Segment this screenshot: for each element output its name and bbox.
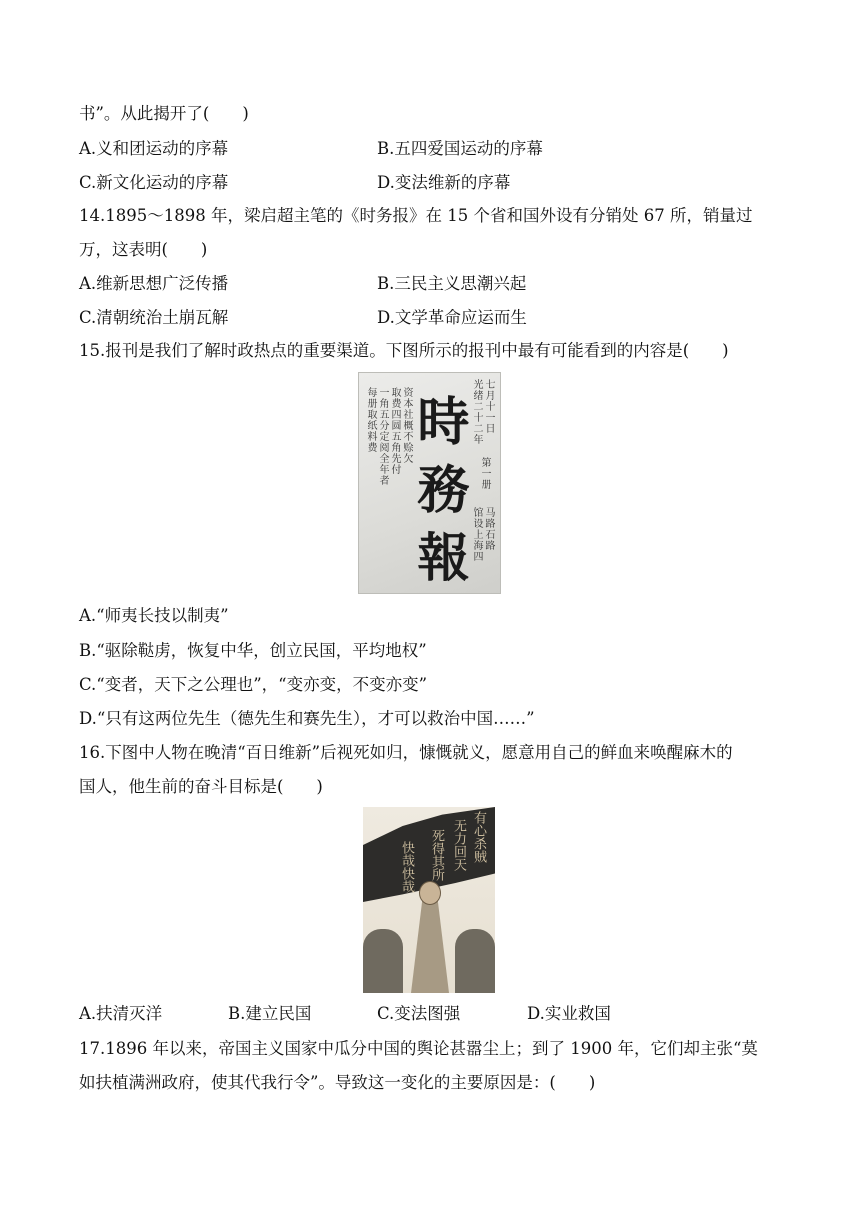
q14-stem-line2: 万，这表明( ) (79, 240, 208, 259)
q16-option-b[interactable]: B.建立民国 (228, 1004, 312, 1023)
q17-stem-line1: 17.1896 年以来，帝国主义国家中瓜分中国的舆论甚嚣尘上；到了 1900 年，它们却主张“莫 (79, 1039, 758, 1058)
q16-option-c[interactable]: C.变法图强 (377, 1004, 461, 1023)
q14-option-d[interactable]: D.文学革命应运而生 (377, 308, 527, 327)
banner-column-4: 快哉快哉 (399, 841, 414, 893)
news-address-1: 馆设上海四 (471, 507, 482, 562)
news-left-text-4: 资本社概不赊欠 (401, 387, 412, 464)
q13-option-d[interactable]: D.变法维新的序幕 (377, 173, 511, 192)
q14-option-c[interactable]: C.清朝统治土崩瓦解 (79, 308, 229, 327)
news-left-text-3: 取费四圆五角先付 (389, 387, 400, 475)
banner-column-3: 死得其所 (429, 829, 444, 881)
masthead-char-1: 時 (417, 392, 470, 453)
news-left-text-1: 每册取纸料费 (365, 387, 376, 453)
masthead-char-2: 務 (417, 460, 470, 521)
q14-option-a[interactable]: A.维新思想广泛传播 (79, 274, 229, 293)
q13-option-c[interactable]: C.新文化运动的序幕 (79, 173, 229, 192)
banner-column-1: 有心杀贼 (471, 811, 486, 863)
news-date-1: 光绪二十二年 (471, 379, 482, 445)
q14-option-b[interactable]: B.三民主义思潮兴起 (377, 274, 527, 293)
banner-column-2: 无力回天 (451, 819, 466, 871)
shiwubao-newspaper-image (358, 372, 501, 594)
news-issue: 第一册 (479, 457, 490, 490)
news-date-2: 七月十一日 (483, 379, 494, 434)
q16-option-a[interactable]: A.扶清灭洋 (79, 1004, 163, 1023)
q13-option-a[interactable]: A.义和团运动的序幕 (79, 139, 229, 158)
q15-option-a[interactable]: A.“师夷长技以制夷” (79, 606, 229, 625)
tan-sitong-illustration (363, 807, 495, 993)
q15-option-c[interactable]: C.“变者，天下之公理也”，“变亦变，不变亦变” (79, 675, 428, 694)
news-left-text-2: 一角五分定阅全年者 (377, 387, 388, 486)
q13-stem-tail: 书”。从此揭开了( ) (79, 104, 249, 123)
q17-stem-line2: 如扶植满洲政府，使其代我行令”。导致这一变化的主要原因是：( ) (79, 1073, 596, 1092)
news-address-2: 马路石路 (483, 507, 494, 551)
standing-figure-head (419, 881, 441, 905)
standing-figure-robe (411, 899, 449, 993)
q16-stem-line1: 16.下图中人物在晚清“百日维新”后视死如归，慷慨就义，愿意用自己的鲜血来唤醒麻木的 (79, 743, 733, 762)
q16-option-d[interactable]: D.实业救国 (527, 1004, 611, 1023)
q14-stem-line1: 14.1895～1898 年，梁启超主笔的《时务报》在 15 个省和国外设有分销处 67 所，销量过 (79, 206, 753, 225)
q16-stem-line2: 国人，他生前的奋斗目标是( ) (79, 777, 323, 796)
q15-option-b[interactable]: B.“驱除鞑虏，恢复中华，创立民国，平均地权” (79, 641, 427, 660)
masthead-char-3: 報 (417, 528, 470, 589)
q13-option-b[interactable]: B.五四爱国运动的序幕 (377, 139, 543, 158)
crowd-left (363, 929, 403, 993)
q15-option-d[interactable]: D.“只有这两位先生（德先生和赛先生），才可以救治中国……” (79, 709, 535, 728)
crowd-right (455, 929, 495, 993)
q15-stem: 15.报刊是我们了解时政热点的重要渠道。下图所示的报刊中最有可能看到的内容是( ) (79, 341, 729, 360)
